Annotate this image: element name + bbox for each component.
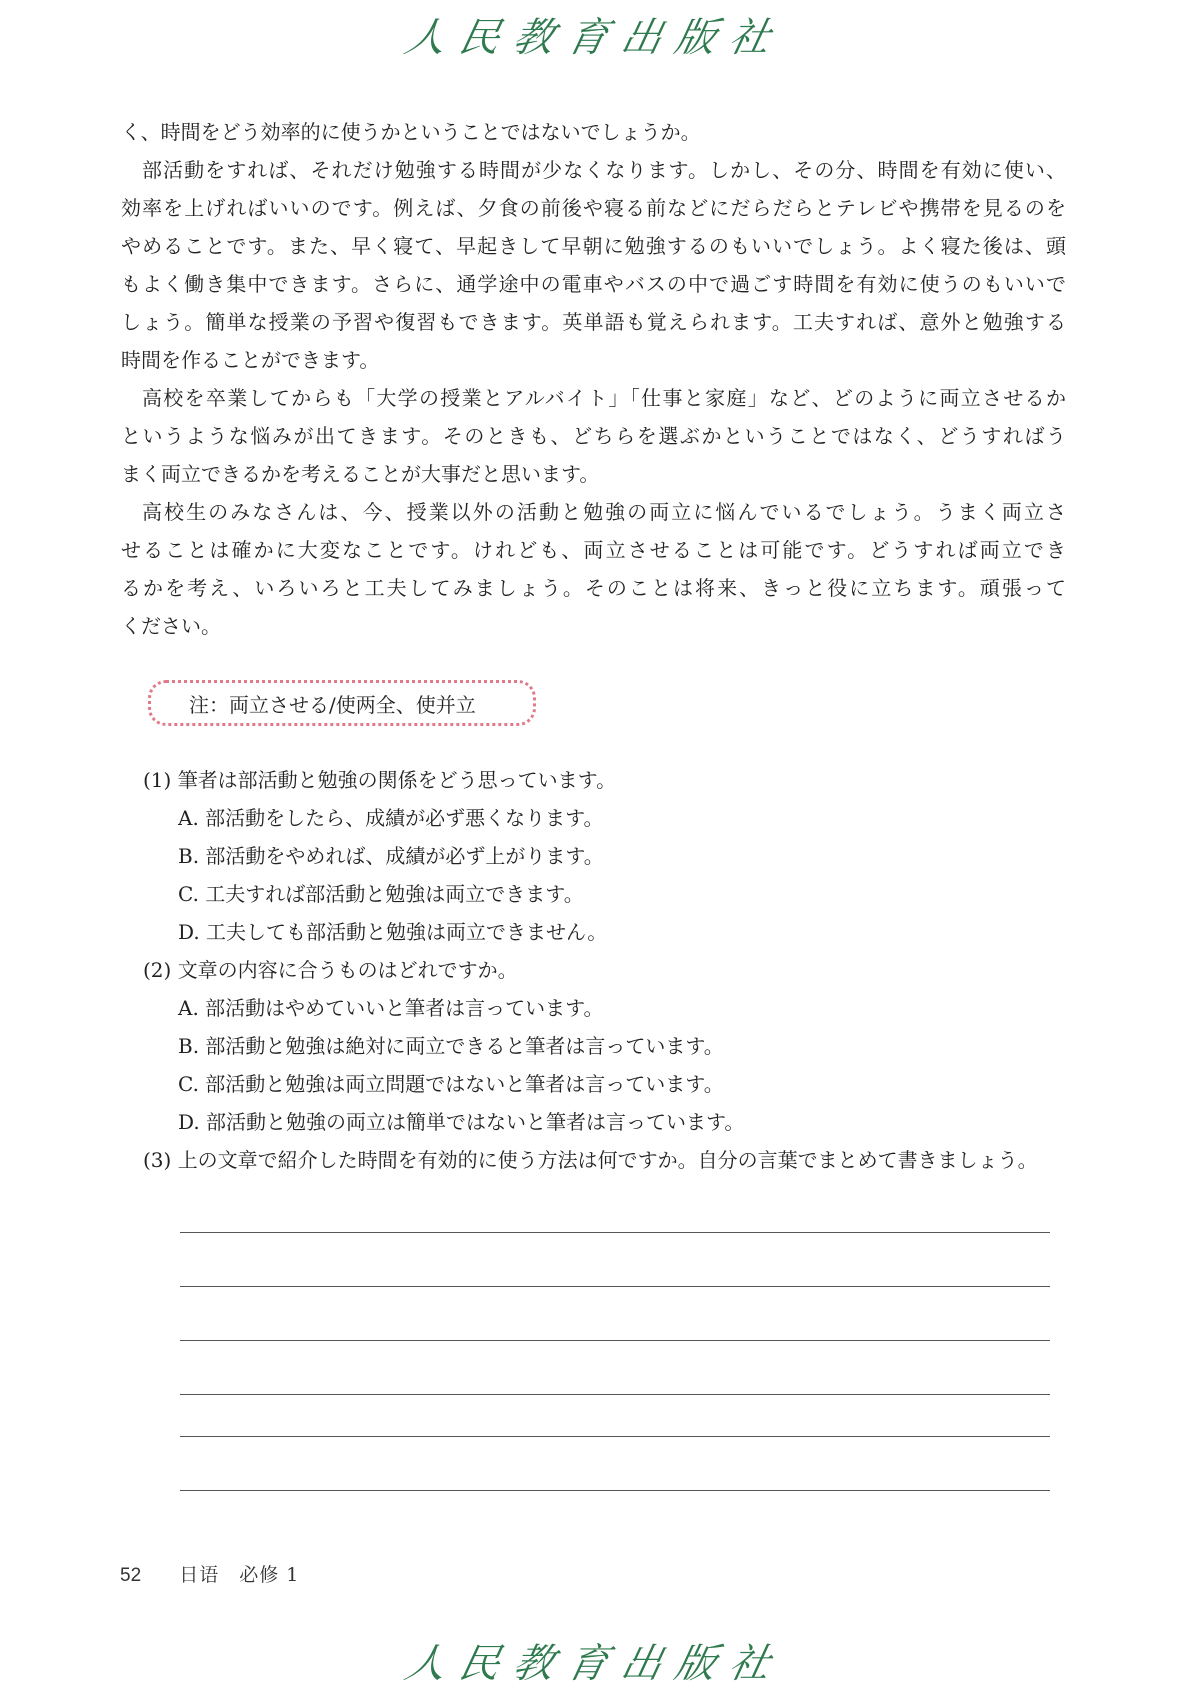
question-2-option-d: D. 部活動と勉強の両立は簡単ではないと筆者は言っています。 bbox=[178, 1110, 745, 1134]
question-1-option-b: B. 部活動をやめれば、成績が必ず上がります。 bbox=[178, 844, 604, 868]
reading-passage bbox=[121, 113, 1066, 645]
vocabulary-note-text: 注：両立させる/使两全、使并立 bbox=[189, 693, 476, 717]
answer-line[interactable] bbox=[180, 1490, 1050, 1491]
passage-line: 効率を上げればいいのです。例えば、夕食の前後や寝る前などにだらだらとテレビや携帯を見るのを bbox=[121, 196, 1066, 220]
question-2: (2) 文章の内容に合うものはどれですか。 bbox=[143, 958, 518, 982]
vocabulary-note-box bbox=[148, 680, 536, 726]
answer-line[interactable] bbox=[180, 1232, 1050, 1233]
passage-line: もよく働き集中できます。さらに、通学途中の電車やバスの中で過ごす時間を有効に使うのもいいで bbox=[121, 272, 1066, 296]
passage-line: 高校生のみなさんは、今、授業以外の活動と勉強の両立に悩んでいるでしょう。うまく両立さ bbox=[142, 500, 1066, 524]
passage-line: せることは確かに大変なことです。けれども、両立させることは可能です。どうすれば両立でき bbox=[121, 538, 1066, 562]
answer-line[interactable] bbox=[180, 1436, 1050, 1437]
passage-line: やめることです。また、早く寝て、早起きして早朝に勉強するのもいいでしょう。よく寝た後は、頭 bbox=[121, 234, 1066, 258]
book-title: 日语 必修 1 bbox=[179, 1564, 300, 1586]
passage-line: るかを考え、いろいろと工夫してみましょう。そのことは将来、きっと役に立ちます。頑張って bbox=[121, 576, 1066, 600]
question-2-option-c: C. 部活動と勉強は両立問題ではないと筆者は言っています。 bbox=[178, 1072, 724, 1096]
questions-section bbox=[143, 761, 1038, 1179]
passage-line: というような悩みが出てきます。そのときも、どちらを選ぶかということではなく、どうすればう bbox=[121, 424, 1066, 448]
answer-line[interactable] bbox=[180, 1340, 1050, 1341]
question-1-option-c: C. 工夫すれば部活動と勉強は両立できます。 bbox=[178, 882, 584, 906]
passage-line: く、時間をどう効率的に使うかということではないでしょうか。 bbox=[121, 120, 701, 144]
passage-line: 高校を卒業してからも「大学の授業とアルバイト」「仕事と家庭」など、どのように両立させるか bbox=[142, 386, 1066, 410]
answer-line[interactable] bbox=[180, 1286, 1050, 1287]
question-1-option-d: D. 工夫しても部活動と勉強は両立できません。 bbox=[178, 920, 608, 944]
passage-line: 時間を作ることができます。 bbox=[121, 348, 380, 372]
passage-line: まく両立できるかを考えることが大事だと思います。 bbox=[121, 462, 600, 486]
passage-line: ください。 bbox=[121, 614, 221, 638]
question-2-option-b: B. 部活動と勉強は絶対に両立できると筆者は言っています。 bbox=[178, 1034, 724, 1058]
page-number: 52 bbox=[120, 1565, 142, 1586]
page-footer bbox=[120, 1560, 299, 1587]
passage-line: しょう。簡単な授業の予習や復習もできます。英単語も覚えられます。工夫すれば、意外と勉強する bbox=[121, 310, 1066, 334]
question-2-option-a: A. 部活動はやめていいと筆者は言っています。 bbox=[178, 996, 604, 1020]
question-1-option-a: A. 部活動をしたら、成績が必ず悪くなります。 bbox=[178, 806, 604, 830]
publisher-logo-bottom: 人民教育出版社 bbox=[400, 1641, 789, 1687]
publisher-logo: 人民教育出版社 bbox=[400, 15, 789, 61]
passage-line: 部活動をすれば、それだけ勉強する時間が少なくなります。しかし、その分、時間を有効に使い、 bbox=[142, 158, 1066, 182]
question-3: (3) 上の文章で紹介した時間を有効的に使う方法は何ですか。自分の言葉でまとめて書きましょう。 bbox=[143, 1148, 1038, 1172]
question-1: (1) 筆者は部活動と勉強の関係をどう思っています。 bbox=[143, 768, 617, 792]
answer-line[interactable] bbox=[180, 1394, 1050, 1395]
